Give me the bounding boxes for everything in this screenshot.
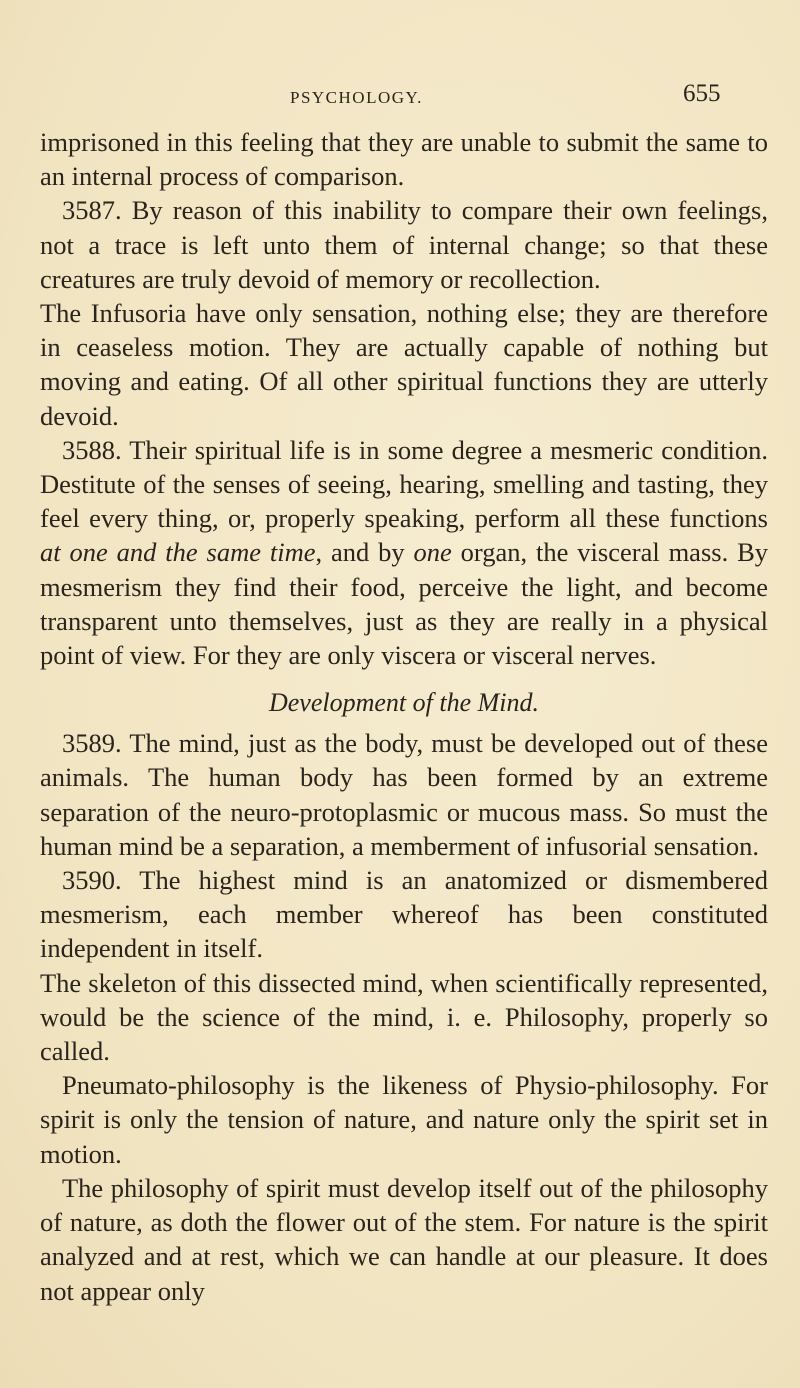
paragraph-3588-italic-a: at one and the same time [40, 537, 316, 568]
paragraph-3590: 3590. The highest mind is an anatomized or dismembered mesmerism, each member whereof has been constituted independent in itself. [40, 865, 768, 964]
paragraph-3587: 3587. By reason of this inability to compare their own feelings, not a trace is left unto them of internal change; so that these creatures are truly devoid of memory or recollection. [40, 195, 768, 294]
page-header [0, 80, 800, 114]
running-head: PSYCHOLOGY. [290, 88, 423, 107]
paragraph-3588-italic-b: one [413, 537, 452, 568]
paragraph-3589: 3589. The mind, just as the body, must be developed out of these animals. The human body has been formed by an extreme separation of the neuro-protoplasmic or mucous mass. So must the human mind be a separation, a memberment of infusorial sensation. [40, 728, 768, 861]
section-heading: Development of the Mind. [268, 688, 540, 718]
paragraph-continuation: imprisoned in this feeling that they are unable to submit the same to an internal process of comparison. [40, 127, 768, 192]
page-number: 655 [683, 80, 721, 107]
paragraph-3588-text-b: , and by [315, 537, 414, 568]
paragraph-pneumato: Pneumato-philosophy is the likeness of Physio-philosophy. For spirit is only the tension of nature, and nature only the spirit set in motion. [40, 1070, 768, 1169]
paragraph-3588-text-a: 3588. Their spiritual life is in some degree a mesmeric condition. Destitute of the senses of seeing, hearing, smelling and tasting, they feel every thing, or, properly speaking, perform all these functions [40, 434, 768, 534]
paragraph-3588 [40, 433, 768, 672]
body-text [40, 125, 768, 1308]
paragraph-skeleton: The skeleton of this dissected mind, when scientifically represented, would be the science of the mind, i. e. Philosophy, properly so called. [40, 967, 768, 1067]
paragraph-3588-text-c: organ, the visceral mass. By mesmerism they find their food, perceive the light, and become transparent unto themselves, just as they are really in a physical point of view. For they are only viscera or visceral nerves. [40, 537, 769, 671]
paragraph-infusoria: The Infusoria have only sensation, nothing else; they are therefore in ceaseless motion. They are actually capable of nothing but moving and eating. Of all other spiritual functions they are utterly devoid. [40, 298, 768, 431]
paragraph-philosophy-of-spirit: The philosophy of spirit must develop itself out of the philosophy of nature, as doth the flower out of the stem. For nature is the spirit analyzed and at rest, which we can handle at our pleasure. It does not appear only [40, 1172, 768, 1306]
